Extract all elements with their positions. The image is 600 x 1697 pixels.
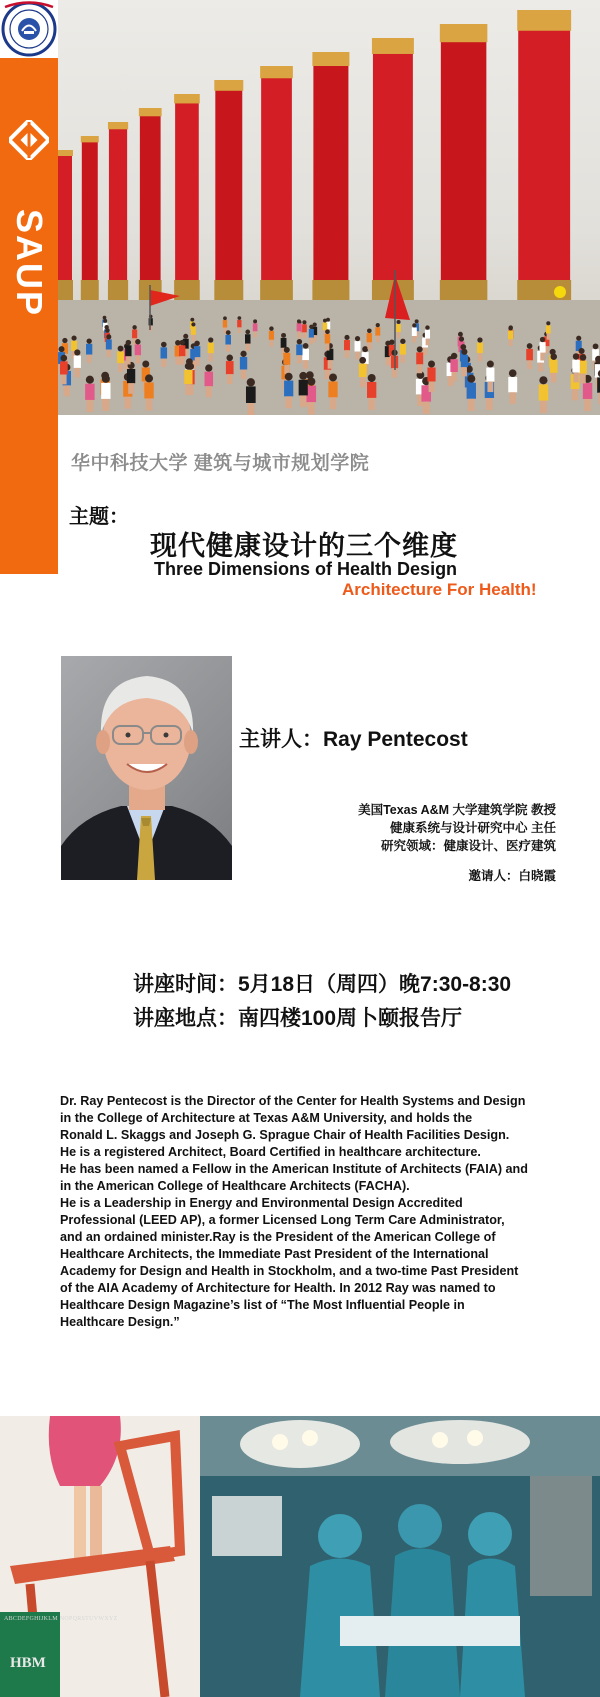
- bottom-illustration: [0, 1416, 600, 1697]
- bio-line: and an ordained minister.Ray is the President of the American College of: [60, 1230, 496, 1244]
- runner: [191, 322, 196, 341]
- red-column: [312, 52, 349, 300]
- runner: [302, 343, 309, 369]
- speaker-affiliation-3: 研究领域：健康设计、医疗建筑: [380, 839, 556, 853]
- book-alphabet-text: ABCDEFGHIJKLM NOPQRSTUVWXYZ: [4, 1616, 118, 1622]
- bio-line: in the College of Architecture at Texas A&M University, and holds the: [60, 1111, 473, 1125]
- runner: [161, 342, 168, 367]
- bio-line: He is a Leadership in Energy and Environmental Design Accredited: [60, 1196, 463, 1210]
- runner: [416, 346, 423, 373]
- runner: [508, 326, 513, 346]
- runner: [526, 343, 533, 369]
- runner: [194, 341, 200, 366]
- bio-line: of the AIA Academy of Architecture for Health. In 2012 Ray was named to: [60, 1281, 496, 1295]
- runner: [85, 376, 94, 412]
- balloon: [554, 286, 566, 298]
- speaker-bio: [60, 1093, 580, 1331]
- lecture-subtitle-en: Architecture For Health!: [342, 580, 537, 599]
- leg: [74, 1486, 86, 1566]
- runner: [450, 353, 457, 382]
- bio-line: He has been named a Fellow in the American Institute of Architects (FAIA) and: [60, 1162, 528, 1176]
- runner: [297, 319, 302, 337]
- runner: [60, 355, 68, 385]
- red-column: [139, 108, 162, 300]
- runner: [253, 319, 258, 337]
- red-column: [517, 10, 571, 300]
- runner: [375, 323, 380, 342]
- surgeon-head: [318, 1514, 362, 1558]
- runner: [223, 316, 227, 333]
- runner: [412, 323, 417, 342]
- saup-logo-text: SAUP: [9, 208, 50, 318]
- runner: [117, 346, 124, 373]
- runner: [302, 320, 307, 338]
- runner: [125, 340, 131, 365]
- red-column: [372, 38, 414, 300]
- runner: [396, 320, 401, 338]
- hero-photo-columns-marathon: [0, 0, 600, 415]
- red-column: [108, 122, 128, 300]
- runner: [325, 329, 330, 350]
- runner: [486, 361, 494, 392]
- red-column: [81, 136, 99, 300]
- hero-illustration: [0, 0, 600, 415]
- runner: [283, 347, 290, 374]
- school-name: 华中科技大学 建筑与城市规划学院: [71, 453, 370, 474]
- runner: [74, 349, 81, 377]
- runner: [240, 351, 247, 379]
- bio-line: Healthcare Architects, the Immediate Past President of the International: [60, 1247, 489, 1261]
- runner: [328, 373, 337, 409]
- operating-table: [340, 1616, 520, 1646]
- runner: [106, 334, 112, 357]
- runner: [355, 336, 361, 359]
- runner: [135, 339, 141, 363]
- speaker-portrait: [61, 656, 232, 880]
- runner: [508, 369, 517, 403]
- lecture-title-zh: 现代健康设计的三个维度: [150, 531, 458, 561]
- runner: [461, 349, 468, 377]
- red-column: [260, 66, 293, 300]
- runner: [344, 335, 350, 358]
- lecture-title-en: Three Dimensions of Health Design: [154, 559, 458, 579]
- bio-line: Healthcare Design Magazine’s list of “The Most Influential People in: [60, 1298, 465, 1312]
- bio-line: Professional (LEED AP), a former Licensed Long Term Care Administrator,: [60, 1213, 505, 1227]
- topic-label: 主题：: [69, 506, 129, 528]
- monitor-equipment: [530, 1476, 592, 1596]
- runner: [550, 353, 558, 382]
- runner: [269, 326, 274, 346]
- bio-line: Healthcare Design.”: [60, 1315, 180, 1329]
- speaker-affiliation-1: 美国Texas A&M 大学建筑学院 教授: [358, 803, 556, 817]
- runner: [205, 364, 213, 397]
- runner: [184, 363, 192, 395]
- runner: [539, 337, 545, 361]
- bottom-photo-strip: [0, 1416, 600, 1697]
- university-seal-icon: [0, 0, 58, 58]
- runner: [144, 374, 153, 410]
- red-column: [174, 94, 200, 300]
- lecture-time: 讲座时间：5月18日（周四）晚7:30-8:30: [133, 973, 512, 996]
- red-column: [440, 24, 488, 300]
- bio-line: in the American College of Healthcare Architects (FACHA).: [60, 1179, 410, 1193]
- bio-line: He is a registered Architect, Board Certified in healthcare architecture.: [60, 1145, 481, 1159]
- runner: [208, 337, 214, 361]
- xray-panel: [212, 1496, 282, 1556]
- bio-line: Ronald L. Skaggs and Joseph G. Sprague Chair of Health Facilities Design.: [60, 1128, 510, 1142]
- runner: [86, 338, 92, 362]
- runner: [579, 354, 587, 383]
- runner: [179, 340, 185, 365]
- speaker-affiliation-2: 健康系统与设计研究中心 主任: [390, 821, 556, 835]
- runner: [299, 372, 308, 407]
- runner: [427, 361, 435, 392]
- runner: [359, 357, 367, 387]
- runner: [101, 375, 110, 411]
- runner: [539, 376, 549, 413]
- runner: [309, 325, 314, 345]
- red-column: [214, 80, 243, 300]
- speaker-name: 主讲人：Ray Pentecost: [239, 728, 468, 751]
- runner: [400, 339, 406, 363]
- runner: [467, 375, 476, 411]
- runner: [546, 321, 551, 339]
- runner: [225, 330, 231, 351]
- runner: [367, 328, 372, 349]
- runner: [246, 378, 256, 415]
- runner: [127, 362, 135, 394]
- runner: [477, 337, 483, 361]
- surgical-lamp-right: [390, 1420, 530, 1464]
- inviter: 邀请人：白晓霞: [468, 869, 556, 883]
- brand-band: [0, 58, 58, 574]
- runner: [296, 339, 302, 363]
- bio-line: Dr. Ray Pentecost is the Director of the Center for Health Systems and Design: [60, 1094, 526, 1108]
- runner: [367, 374, 376, 410]
- lecture-venue: 讲座地点：南四楼100周卜颐报告厅: [133, 1007, 463, 1030]
- runner: [237, 316, 241, 333]
- runner: [284, 373, 293, 409]
- runner: [306, 377, 316, 414]
- red-column: [57, 150, 73, 300]
- runner: [572, 353, 580, 382]
- bio-line: Academy for Design and Health in Stockholm, and a two-time Past President: [60, 1264, 519, 1278]
- book-label: HBM: [10, 1655, 46, 1671]
- runner: [425, 325, 430, 345]
- runner: [245, 330, 250, 351]
- saup-logo-icon: [9, 120, 49, 160]
- surgical-lamp-left: [240, 1420, 360, 1468]
- runner: [226, 355, 234, 384]
